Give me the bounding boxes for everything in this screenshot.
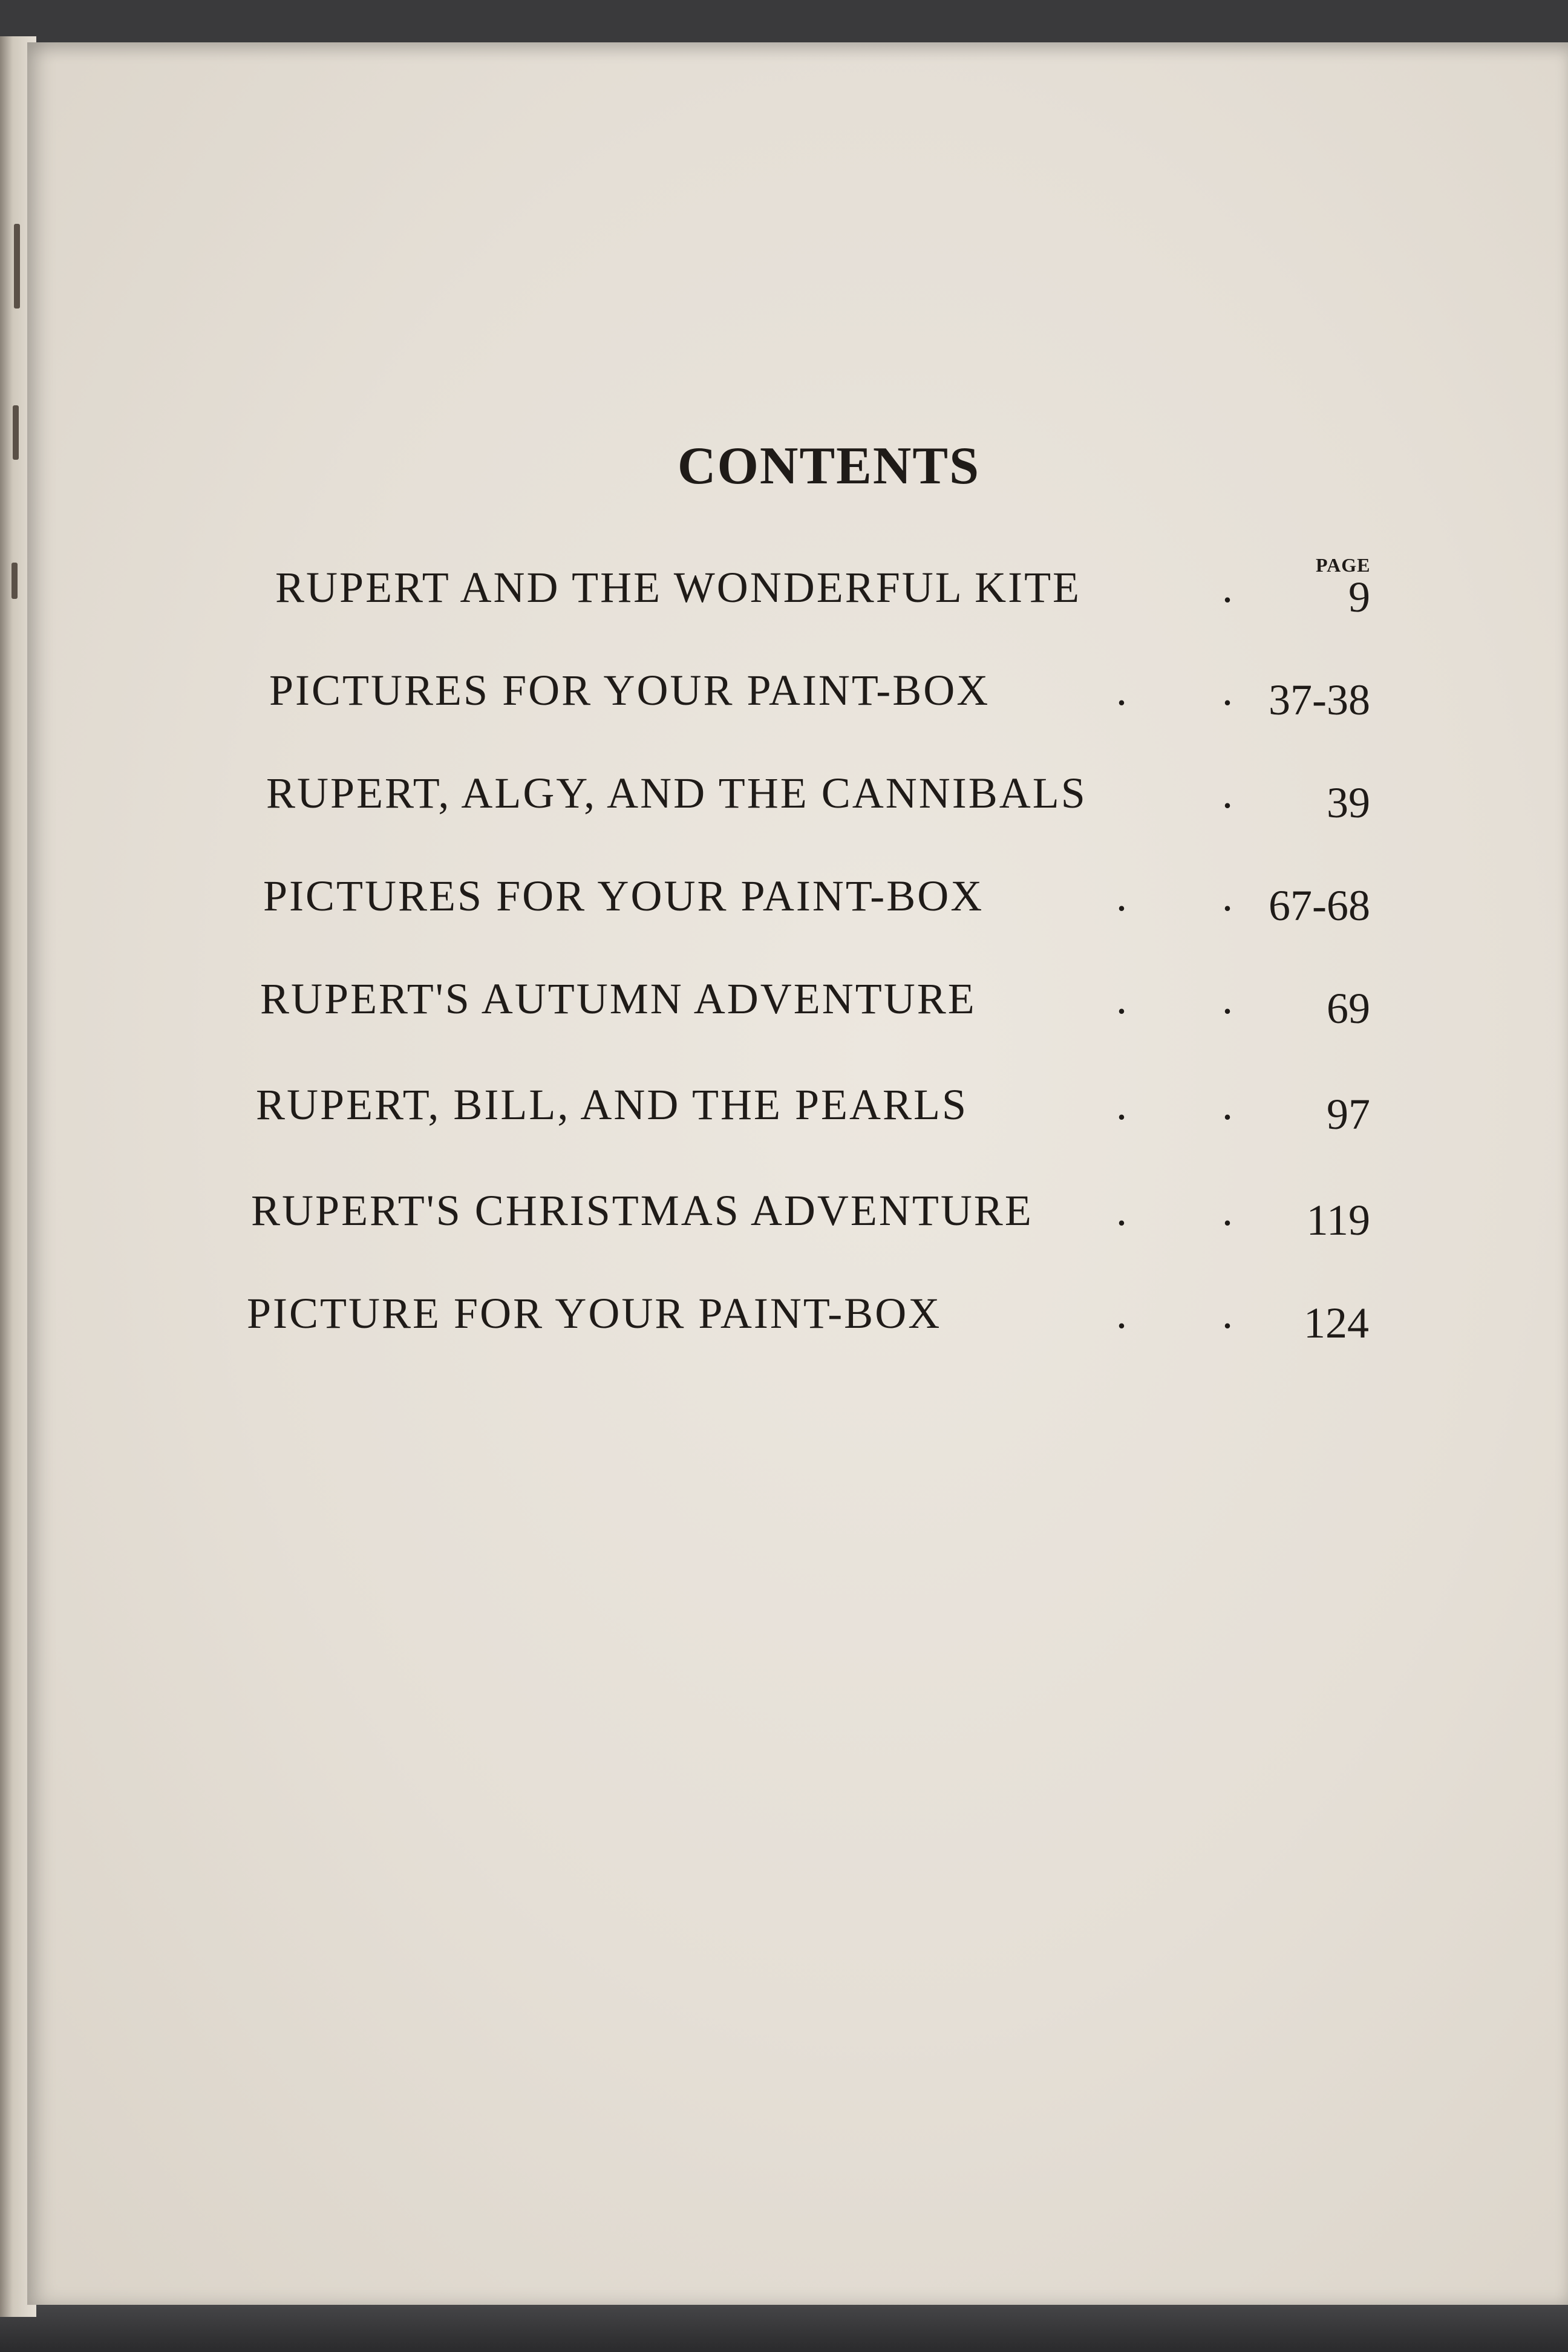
leader-dot: . xyxy=(1222,872,1233,920)
contents-heading: CONTENTS xyxy=(677,437,981,495)
backdrop xyxy=(0,2298,1568,2352)
leader-dot: . xyxy=(1222,975,1233,1023)
leader-dot: . xyxy=(1116,872,1127,920)
page-column-label: PAGE xyxy=(1316,554,1371,576)
toc-entry-title: RUPERT'S CHRISTMAS ADVENTURE xyxy=(251,1186,1033,1235)
toc-entry-page: 124 xyxy=(1304,1299,1369,1347)
leader-dot: . xyxy=(1222,666,1233,714)
leader-dot: . xyxy=(1116,666,1127,714)
toc-entry-title: PICTURE FOR YOUR PAINT-BOX xyxy=(247,1289,942,1338)
toc-entry-page: 67-68 xyxy=(1269,881,1370,930)
leader-dot: . xyxy=(1116,1289,1127,1338)
toc-entry-title: RUPERT'S AUTUMN ADVENTURE xyxy=(260,975,976,1023)
toc-entry xyxy=(247,1289,1369,1349)
toc-entry-page: 69 xyxy=(1327,984,1370,1033)
toc-entry-title: RUPERT, ALGY, AND THE CANNIBALS xyxy=(266,769,1087,817)
leader-dot: . xyxy=(1116,1186,1127,1235)
toc-entry-title: RUPERT, BILL, AND THE PEARLS xyxy=(256,1080,969,1129)
toc-entry-title: RUPERT AND THE WONDERFUL KITE xyxy=(275,563,1082,612)
toc-entry xyxy=(266,768,1370,829)
leader-dot: . xyxy=(1222,1186,1233,1235)
toc-entry xyxy=(263,871,1370,932)
binding-mark xyxy=(11,563,18,599)
book-page xyxy=(27,42,1568,2305)
leader-dot: . xyxy=(1222,1080,1233,1129)
toc-entry xyxy=(256,1080,1370,1140)
leader-dot: . xyxy=(1116,975,1127,1023)
toc-entry-page: 39 xyxy=(1327,779,1370,827)
leader-dot: . xyxy=(1222,563,1233,612)
binding-mark xyxy=(14,224,20,309)
toc-entry-title: PICTURES FOR YOUR PAINT-BOX xyxy=(269,666,990,714)
toc-entry xyxy=(275,563,1370,623)
toc-entry xyxy=(260,974,1370,1034)
toc-entry-title: PICTURES FOR YOUR PAINT-BOX xyxy=(263,872,984,920)
toc-entry-page: 97 xyxy=(1327,1090,1370,1138)
toc-entry-page: 9 xyxy=(1348,573,1370,621)
toc-entry xyxy=(269,665,1370,726)
toc-entry-page: 37-38 xyxy=(1269,676,1370,724)
toc-entry xyxy=(251,1186,1370,1246)
toc-entry-page: 119 xyxy=(1306,1196,1370,1244)
leader-dot: . xyxy=(1222,769,1233,817)
leader-dot: . xyxy=(1222,1289,1233,1338)
leader-dot: . xyxy=(1116,1080,1127,1129)
